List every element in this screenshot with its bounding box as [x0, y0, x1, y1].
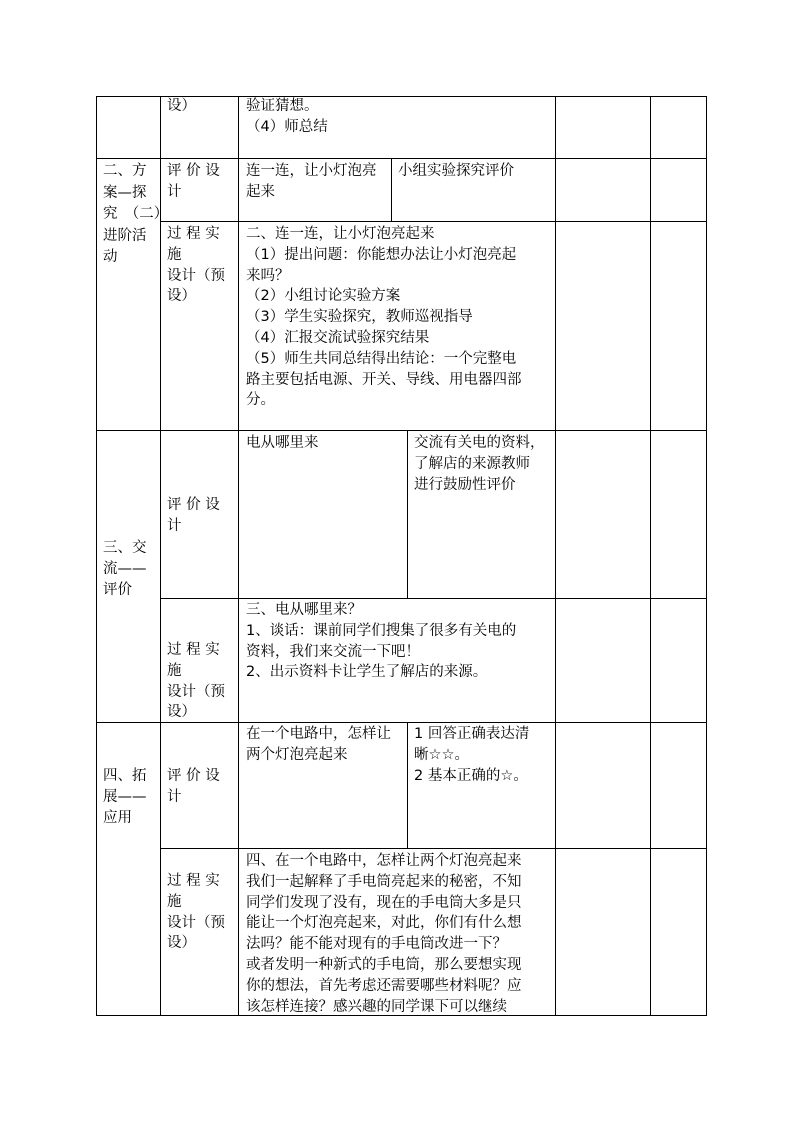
stage-line: 案—探 — [103, 184, 147, 201]
sec2-process-label — [167, 224, 225, 307]
sec4-process-label — [167, 871, 225, 954]
eval-criteria-line: 了解店的来源教师 — [414, 455, 530, 472]
sec2-process-content — [246, 224, 522, 411]
sec4-stage — [103, 766, 147, 828]
process-label-line: 设计（预 — [167, 267, 225, 284]
process-label-line: 施 — [167, 893, 182, 910]
eval-label-line: 评 价 设 — [167, 163, 220, 179]
stage-line: 二、方 — [103, 163, 147, 179]
process-content-line: （3）学生实验探究，教师巡视指导 — [246, 309, 473, 326]
grid-line — [96, 96, 97, 1016]
process-content-line: 来吗？ — [246, 267, 290, 284]
sec2-stage — [103, 161, 168, 269]
process-label-line: 施 — [167, 662, 182, 679]
process-content-line: 1、谈话：课前同学们搜集了很多有关电的 — [246, 622, 517, 639]
process-content-line: 该怎样连接？感兴趣的同学课下可以继续 — [246, 998, 507, 1015]
process-content-line: （4）汇报交流试验探究结果 — [246, 329, 430, 346]
sec3-eval-label — [167, 495, 220, 537]
process-content-line: 我们一起解释了手电筒亮起来的秘密，不知 — [246, 873, 522, 890]
process-content-line: 或者发明一种新式的手电筒，那么要想实现 — [246, 956, 522, 973]
grid-line — [555, 96, 556, 1016]
process-label-line: 施 — [167, 246, 182, 263]
grid-line — [706, 96, 707, 1016]
eval-label-line: 评 价 设 — [167, 768, 220, 784]
eval-task-line: 两个灯泡亮起来 — [246, 746, 348, 763]
stage-line: 流—— — [103, 560, 147, 577]
eval-label-line: 计 — [167, 788, 182, 805]
eval-task-line: 起来 — [246, 183, 275, 200]
eval-label-line: 评 价 设 — [167, 497, 220, 513]
process-content-line: 同学们发现了没有，现在的手电筒大多是只 — [246, 894, 522, 911]
stage-line: 三、交 — [103, 540, 147, 556]
sec3-eval-criteria — [414, 433, 545, 495]
process-label-line: 设） — [167, 704, 196, 721]
stage-line: 动 — [103, 249, 118, 265]
eval-task-line: 连一连，让小灯泡亮 — [246, 163, 377, 179]
eval-criteria-line: 1 回答正确表达清 — [414, 726, 530, 742]
grid-line — [96, 158, 707, 159]
sec4-eval-label — [167, 766, 220, 808]
process-content-line: 二、连一连，让小灯泡亮起来 — [246, 226, 435, 242]
grid-line — [238, 96, 239, 1016]
grid-line — [160, 848, 707, 849]
stage-line: 究 （二） — [103, 206, 169, 222]
grid-line — [407, 722, 408, 848]
sec3-process-content — [246, 600, 516, 683]
cont-label — [167, 96, 196, 117]
grid-line — [407, 430, 408, 598]
sec3-eval-task — [246, 433, 319, 454]
sec2-eval-criteria — [398, 161, 514, 182]
process-label-line: 设计（预 — [167, 683, 225, 700]
sec3-process-label — [167, 640, 225, 723]
grid-line — [96, 430, 707, 431]
process-content-line: （1）提出问题：你能想办法让小灯泡亮起 — [246, 246, 517, 263]
grid-line — [160, 598, 707, 599]
eval-criteria-line: 2 基本正确的☆。 — [414, 767, 528, 784]
sec2-eval-label — [167, 161, 220, 203]
stage-line: 进阶活 — [103, 227, 147, 244]
stage-line: 应用 — [103, 809, 132, 826]
stage-line: 评价 — [103, 581, 132, 598]
eval-task-line: 电从哪里来 — [246, 435, 319, 451]
process-content-line: （5）师生共同总结得出结论：一个完整电 — [246, 350, 517, 367]
process-content-line: （2）小组讨论实验方案 — [246, 288, 401, 305]
process-label-line: 设） — [167, 288, 196, 305]
eval-criteria-line: 小组实验探究评价 — [398, 163, 514, 179]
cont-label-text: 设） — [167, 98, 196, 114]
cont-content — [246, 96, 328, 138]
sec4-eval-task — [246, 724, 391, 766]
sec3-stage — [103, 538, 147, 600]
cont-content-line: 验证猜想。 — [246, 98, 319, 114]
stage-line: 展—— — [103, 788, 147, 805]
grid-line — [160, 221, 707, 222]
process-content-line: 你的想法，首先考虑还需要哪些材料呢？应 — [246, 977, 522, 994]
cont-content-line: （4）师总结 — [246, 118, 328, 135]
process-content-line: 法吗？能不能对现有的手电筒改进一下？ — [246, 936, 507, 953]
eval-criteria-line: 进行鼓励性评价 — [414, 476, 516, 493]
grid-line — [650, 96, 651, 1016]
process-label-line: 设计（预 — [167, 914, 225, 931]
process-label-line: 过 程 实 — [167, 226, 220, 242]
process-label-line: 过 程 实 — [167, 642, 220, 658]
process-label-line: 过 程 实 — [167, 873, 220, 889]
process-content-line: 三、电从哪里来？ — [246, 602, 362, 618]
process-content-line: 2、出示资料卡让学生了解店的来源。 — [246, 664, 488, 681]
eval-label-line: 计 — [167, 183, 182, 200]
sec4-eval-criteria — [414, 724, 529, 786]
grid-line — [391, 158, 392, 221]
process-content-line: 路主要包括电源、开关、导线、用电器四部 — [246, 371, 522, 388]
eval-task-line: 在一个电路中，怎样让 — [246, 726, 391, 742]
eval-criteria-line: 晰☆☆。 — [414, 746, 469, 763]
process-content-line: 四、在一个电路中，怎样让两个灯泡亮起来 — [246, 853, 522, 869]
sec4-process-content — [246, 851, 522, 1017]
eval-criteria-line: 交流有关电的资料， — [414, 435, 545, 451]
sec2-eval-task — [246, 161, 377, 203]
process-content-line: 分。 — [246, 392, 275, 409]
eval-label-line: 计 — [167, 517, 182, 534]
process-content-line: 能让一个灯泡亮起来，对此，你们有什么想 — [246, 915, 522, 932]
stage-line: 四、拓 — [103, 768, 147, 784]
process-content-line: 资料，我们来交流一下吧！ — [246, 643, 420, 660]
process-label-line: 设） — [167, 935, 196, 952]
